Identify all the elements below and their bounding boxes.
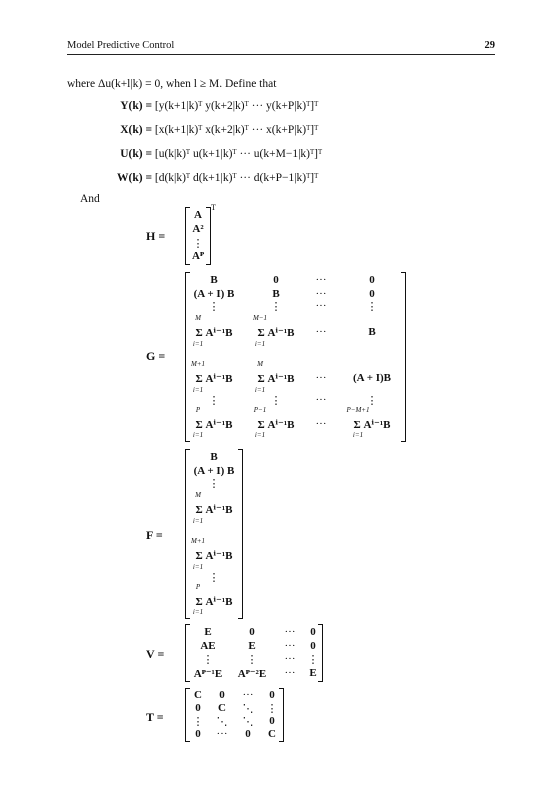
matrix-cell: (A + I)B [352, 372, 392, 384]
matrix-cell: ··· [284, 640, 296, 652]
matrix-cell: 0 [195, 702, 201, 714]
sum-cell: Σ Aⁱ⁻¹B [195, 596, 233, 608]
running-header [67, 38, 495, 55]
sum-lower-limit: i=1 [192, 608, 204, 616]
sum-upper-limit: M+1 [190, 537, 206, 545]
sum-cell: Σ Aⁱ⁻¹B [257, 419, 295, 431]
sum-cell: Σ Aⁱ⁻¹B [195, 419, 233, 431]
sum-lower-limit: i=1 [192, 563, 204, 571]
matrix-cell: ··· [242, 689, 254, 701]
sum-upper-limit: M−1 [252, 314, 268, 322]
definition-Y [92, 100, 318, 112]
matrix-cell: A² [192, 223, 204, 235]
matrix-cell: 0 [369, 288, 375, 300]
sum-upper-limit: M+1 [190, 360, 206, 368]
sum-upper-limit: P [195, 583, 201, 591]
matrix-cell: 0 [310, 626, 316, 638]
matrix-cell: B [272, 288, 280, 300]
definition-lhs: U(k) = [120, 148, 152, 160]
matrix-cell: 0 [269, 689, 275, 701]
matrix-cell: Aᴾ⁻²E [237, 668, 267, 680]
matrix-cell: AE [200, 640, 216, 652]
matrix-cell: ··· [315, 288, 327, 300]
definition-rhs: [u(k|k)ᵀ u(k+1|k)ᵀ ··· u(k+M−1|k)ᵀ]ᵀ [154, 148, 323, 160]
matrix-cell: C [268, 728, 276, 740]
matrix-cell: ⋮ [266, 703, 278, 715]
sum-cell: Σ Aⁱ⁻¹B [353, 419, 391, 431]
matrix-cell: Aᴾ [192, 250, 204, 262]
matrix-cell: 0 [369, 274, 375, 286]
and-label: And [80, 193, 100, 205]
matrix-cell: ⋮ [366, 395, 378, 407]
matrix-cell: ⋮ [208, 478, 220, 490]
matrix-cell: B [210, 451, 218, 463]
matrix-cell: B [368, 326, 376, 338]
matrix-cell: 0 [273, 274, 279, 286]
matrix-cell: ⋮ [246, 654, 258, 666]
sum-upper-limit: M [257, 360, 263, 368]
matrix-cell: E [248, 640, 256, 652]
definition-rhs: [d(k|k)ᵀ d(k+1|k)ᵀ ··· d(k+P−1|k)ᵀ]ᵀ [154, 172, 319, 184]
matrix-cell: A [194, 209, 202, 221]
matrix-cell: ⋮ [270, 301, 282, 313]
matrix-cell: ··· [284, 653, 296, 665]
matrix-cell: ⋮ [202, 654, 214, 666]
matrix-F [185, 449, 243, 619]
matrix-T-label: T = [146, 710, 164, 724]
matrix-cell: 0 [249, 626, 255, 638]
matrix-cell: ··· [315, 372, 327, 384]
matrix-cell: 0 [310, 640, 316, 652]
matrix-G-label: G = [146, 349, 166, 363]
matrix-V [185, 624, 323, 682]
matrix-cell: ⋮ [208, 395, 220, 407]
matrix-cell: ··· [216, 728, 228, 740]
matrix-cell: ··· [315, 274, 327, 286]
matrix-T [185, 688, 284, 742]
matrix-V-label: V = [146, 647, 165, 661]
sum-lower-limit: i=1 [254, 340, 266, 348]
definition-W [92, 172, 318, 184]
sum-upper-limit: P [195, 406, 201, 414]
matrix-cell: (A + I) B [193, 465, 235, 477]
sum-lower-limit: i=1 [254, 386, 266, 394]
definition-lhs: X(k) = [120, 124, 152, 136]
matrix-cell: 0 [245, 728, 251, 740]
matrix-cell: ··· [315, 300, 327, 312]
matrix-cell: ⋮ [307, 654, 319, 666]
sum-upper-limit: P−M+1 [346, 406, 370, 414]
sum-lower-limit: i=1 [254, 431, 266, 439]
sum-lower-limit: i=1 [352, 431, 364, 439]
matrix-cell: ··· [315, 418, 327, 430]
matrix-cell: ⋮ [270, 395, 282, 407]
matrix-cell: ⋮ [208, 572, 220, 584]
intro-sentence: where Δu(k+l|k) = 0, when l ≥ M. Define that [67, 78, 277, 90]
sum-cell: Σ Aⁱ⁻¹B [195, 504, 233, 516]
matrix-cell: C [218, 702, 226, 714]
sum-cell: Σ Aⁱ⁻¹B [257, 327, 295, 339]
matrix-cell: ⋱ [242, 716, 254, 728]
definition-X [92, 124, 318, 136]
matrix-cell: ··· [284, 626, 296, 638]
matrix-cell: ⋮ [208, 301, 220, 313]
sum-cell: Σ Aⁱ⁻¹B [195, 327, 233, 339]
page-number: 29 [484, 40, 495, 51]
sum-lower-limit: i=1 [192, 386, 204, 394]
sum-lower-limit: i=1 [192, 517, 204, 525]
definition-rhs: [y(k+1|k)ᵀ y(k+2|k)ᵀ ··· y(k+P|k)ᵀ]ᵀ [154, 100, 319, 112]
matrix-cell: (A + I) B [193, 288, 235, 300]
sum-cell: Σ Aⁱ⁻¹B [195, 550, 233, 562]
definition-lhs: W(k) = [117, 172, 152, 184]
sum-upper-limit: M [195, 314, 201, 322]
matrix-cell: 0 [195, 728, 201, 740]
sum-cell: Σ Aⁱ⁻¹B [195, 373, 233, 385]
matrix-cell: E [204, 626, 212, 638]
matrix-cell: ··· [315, 326, 327, 338]
matrix-cell: ··· [315, 394, 327, 406]
chapter-title: Model Predictive Control [67, 40, 175, 51]
matrix-cell: E [309, 667, 317, 679]
matrix-cell: ··· [284, 667, 296, 679]
definition-rhs: [x(k+1|k)ᵀ x(k+2|k)ᵀ ··· x(k+P|k)ᵀ]ᵀ [154, 124, 319, 136]
matrix-H-label: H = [146, 229, 166, 243]
matrix-cell: ⋮ [366, 301, 378, 313]
matrix-cell: ⋮ [192, 716, 204, 728]
matrix-cell: 0 [219, 689, 225, 701]
sum-upper-limit: P−1 [253, 406, 267, 414]
definition-lhs: Y(k) = [120, 100, 152, 112]
transpose-mark: T [211, 203, 216, 212]
matrix-cell: 0 [269, 715, 275, 727]
sum-lower-limit: i=1 [192, 431, 204, 439]
matrix-cell: ⋮ [192, 238, 204, 250]
definition-U [92, 148, 322, 160]
sum-cell: Σ Aⁱ⁻¹B [257, 373, 295, 385]
matrix-H [185, 207, 211, 265]
sum-lower-limit: i=1 [192, 340, 204, 348]
matrix-cell: B [210, 274, 218, 286]
matrix-G [185, 272, 406, 442]
matrix-cell: Aᴾ⁻¹E [193, 668, 223, 680]
matrix-F-label: F = [146, 528, 163, 542]
sum-upper-limit: M [195, 491, 201, 499]
matrix-cell: C [194, 689, 202, 701]
matrix-cell: ⋱ [216, 716, 228, 728]
matrix-cell: ⋱ [242, 703, 254, 715]
